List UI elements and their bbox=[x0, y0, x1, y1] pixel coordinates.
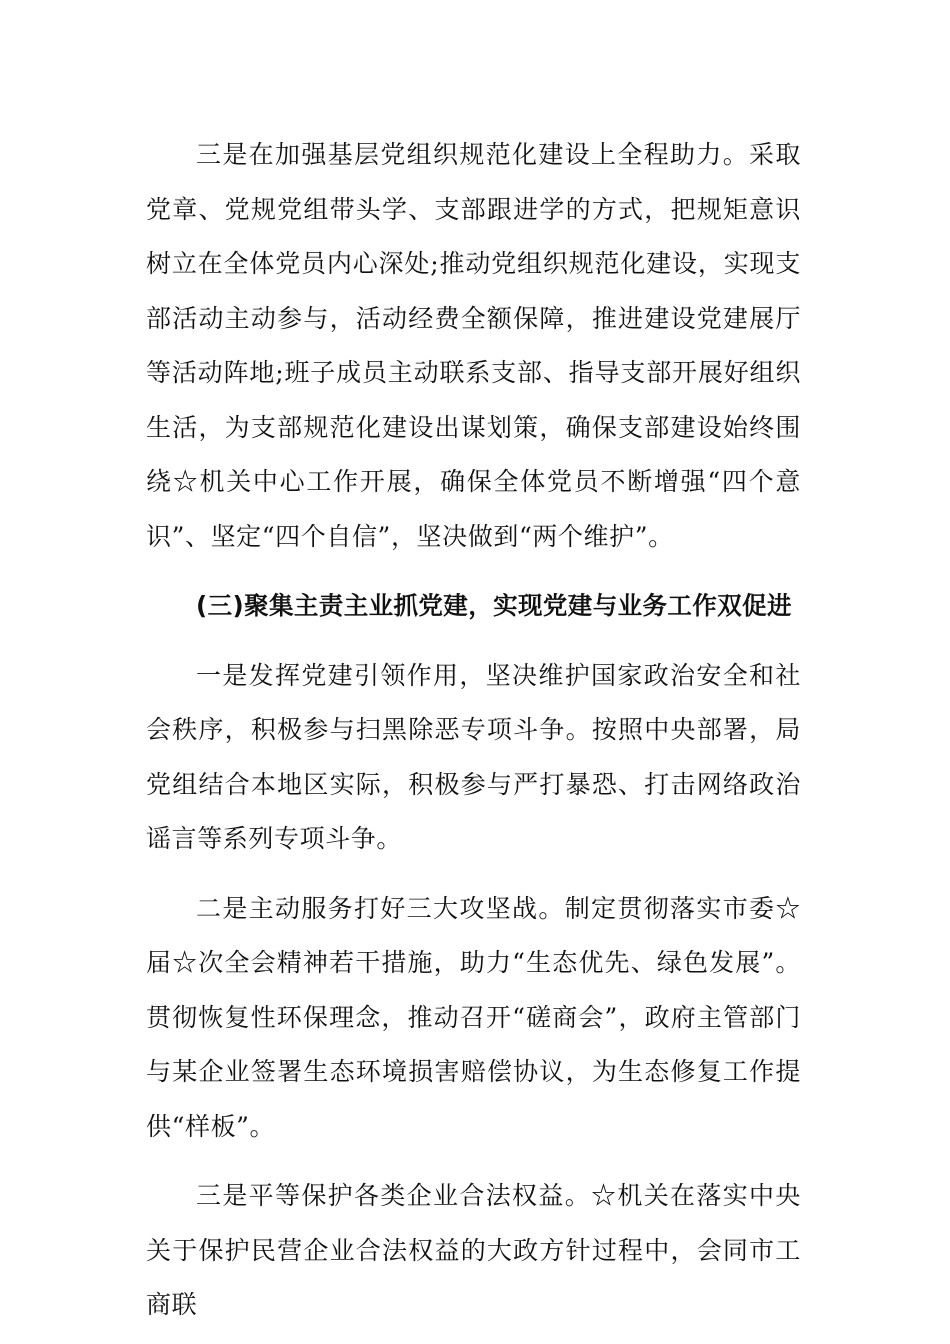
paragraph-party-organization-standardization: 三是在加强基层党组织规范化建设上全程助力。采取党章、党规党组带头学、支部跟进学的方式，把规矩意识树立在全体党员内心深处;推动党组织规范化建设，实现支部活动主动参与，活动经费全额保障，推进建设党建展厅等活动阵地;班子成员主动联系支部、指导支部开展好组织生活，为支部规范化建设出谋划策，确保支部建设始终围绕☆机关中心工作开展，确保全体党员不断增强“四个意识”、坚定“四个自信”，坚决做到“两个维护”。 bbox=[146, 140, 801, 551]
section-heading-3: (三)聚集主责主业抓党建，实现党建与业务工作双促进 bbox=[196, 591, 792, 620]
paragraph-enterprise-rights: 三是平等保护各类企业合法权益。☆机关在落实中央关于保护民营企业合法权益的大政方针过程中，会同市工商联 bbox=[146, 1181, 801, 1319]
paragraph-three-battles: 二是主动服务打好三大攻坚战。制定贯彻落实市委☆届☆次全会精神若干措施，助力“生态优先、绿色发展”。贯彻恢复性环保理念，推动召开“磋商会”，政府主管部门与某企业签署生态环境损害赔偿协议，为生态修复工作提供“样板”。 bbox=[146, 893, 801, 1141]
paragraph-party-leadership-role: 一是发挥党建引领作用，坚决维护国家政治安全和社会秩序，积极参与扫黑除恶专项斗争。按照中央部署，局党组结合本地区实际，积极参与严打暴恐、打击网络政治谣言等系列专项斗争。 bbox=[146, 660, 801, 853]
document-body bbox=[146, 128, 801, 1333]
